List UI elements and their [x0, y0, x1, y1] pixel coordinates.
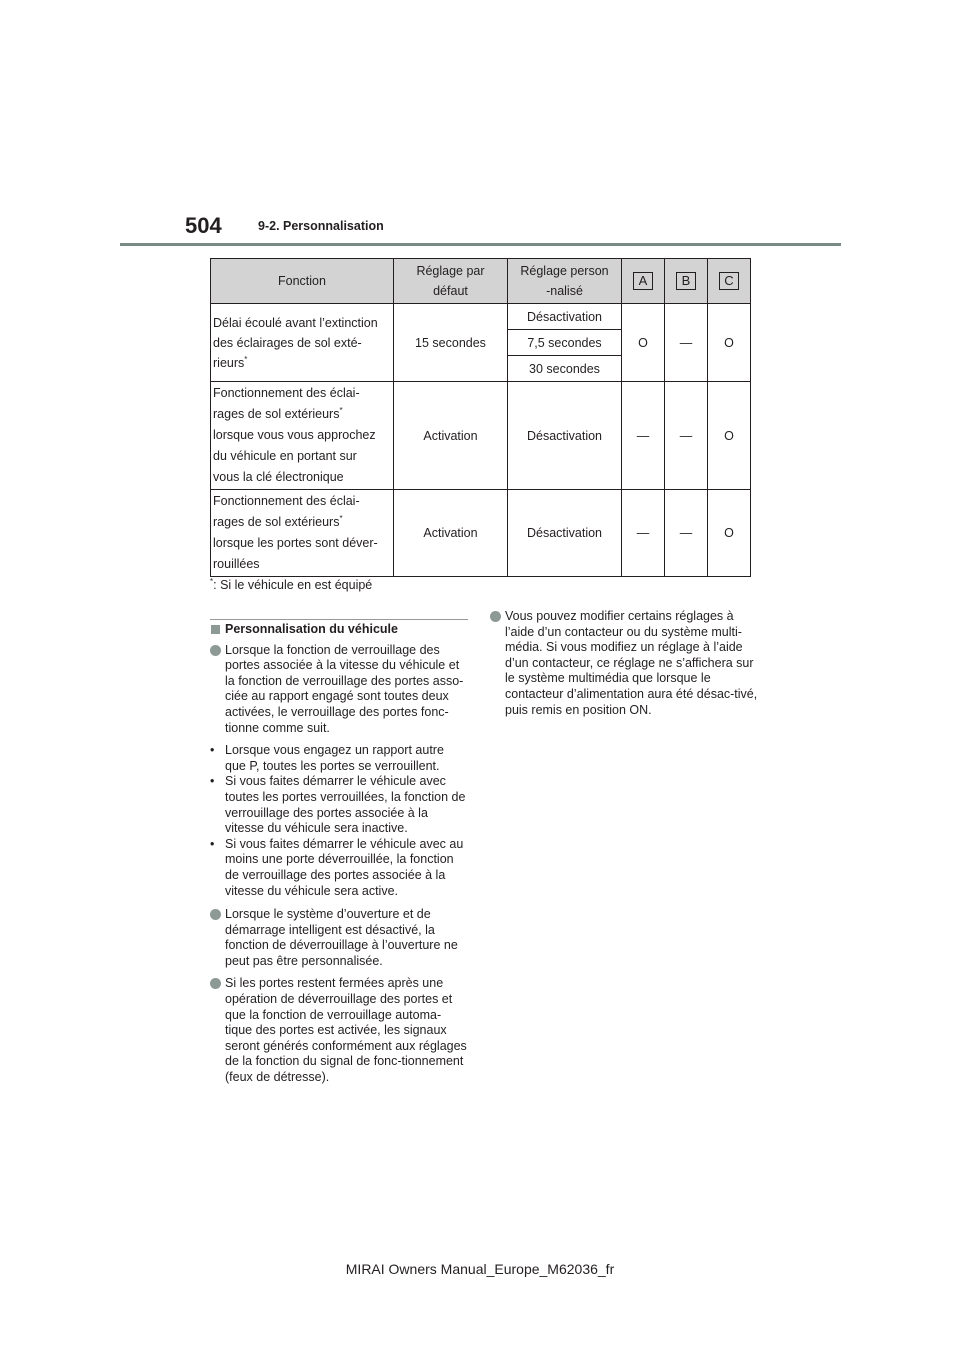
header-function: Fonction	[211, 259, 394, 304]
fn-line: rieurs*	[213, 354, 248, 370]
header-col-c	[708, 259, 751, 304]
footnote-mark: *	[339, 405, 343, 415]
sub-list	[210, 743, 468, 899]
column-rule	[210, 619, 468, 620]
fn-line: Fonctionnement des éclai-	[213, 494, 360, 508]
col-a-label: A	[633, 272, 653, 290]
footnote-mark: *	[339, 513, 343, 523]
paragraph: Lorsque le système d’ouverture et de démarrage intelligent est désactivé, la fonction de déverrouillage à l’ouverture ne peut pas être personnalisée.	[210, 907, 468, 969]
paragraph: Vous pouvez modifier certains réglages à l’aide d’un contacteur ou du système multi-média. Si vous modifiez un réglage à l’aide d’un contacteur, ce réglage ne s’affichera sur le système multimédia que lorsque le contacteur d’alimentation aura été désac-tivé, puis remis en position ON.	[490, 609, 758, 718]
round-bullet-icon	[210, 978, 221, 989]
row1-c: O	[708, 304, 751, 382]
list-item: • Si vous faites démarrer le véhicule avec au moins une porte déverrouillée, la fonction de verrouillage des portes associée à la vitesse du véhicule sera active.	[210, 836, 464, 898]
header-col-b	[665, 259, 708, 304]
table-header-row	[211, 259, 751, 304]
fn-line: rouillées	[213, 557, 260, 571]
row2-c: O	[708, 382, 751, 490]
fn-line: des éclairages de sol exté-	[213, 335, 362, 350]
fn-line: rages de sol extérieurs*	[213, 405, 343, 421]
row1-a: O	[622, 304, 665, 382]
row3-c: O	[708, 490, 751, 577]
header-rule	[120, 243, 841, 246]
footer: MIRAI Owners Manual_Europe_M62036_fr	[345, 1261, 615, 1277]
paragraph: Lorsque la fonction de verrouillage des portes associée à la vitesse du véhicule et la fonction de verrouillage des portes asso-ciée au rapport engagé sont toutes deux activées, le verrouillage des portes fonc-tionne comme suit.	[210, 643, 468, 737]
right-column	[490, 609, 758, 725]
paragraph: Si les portes restent fermées après une opération de déverrouillage des portes et que la fonction de verrouillage automa-tique des portes est activée, les signaux seront générés conformément aux réglages de la fonction du signal de fonc-tionnement (feux de détresse).	[210, 976, 468, 1085]
fn-line: vous la clé électronique	[213, 470, 344, 484]
round-bullet-icon	[210, 909, 221, 920]
list-item: • Lorsque vous engagez un rapport autre que P, toutes les portes se verrouillent.	[210, 743, 444, 773]
table-row	[211, 382, 751, 490]
row1-custom-3: 30 secondes	[508, 356, 622, 382]
round-bullet-icon	[210, 645, 221, 656]
row2-b: —	[665, 382, 708, 490]
page-number: 504	[185, 213, 222, 238]
fn-line: lorsque les portes sont déver-	[213, 536, 378, 550]
fn-line: rages de sol extérieurs*	[213, 513, 343, 529]
section-title: 9-2. Personnalisation	[258, 219, 384, 233]
square-bullet-icon	[211, 625, 220, 634]
table-footnote	[210, 578, 372, 592]
header-default: Réglage par défaut	[394, 259, 508, 304]
round-bullet-icon	[490, 611, 501, 622]
list-item: • Si vous faites démarrer le véhicule avec toutes les portes verrouillées, la fonction de verrouillage des portes associée à la vitesse du véhicule sera inactive.	[210, 774, 466, 836]
row2-default: Activation	[394, 382, 508, 490]
row2-a: —	[622, 382, 665, 490]
header-col-a	[622, 259, 665, 304]
row1-custom-1: Désactivation	[508, 304, 622, 330]
row2-function	[211, 382, 394, 490]
row1-default: 15 secondes	[394, 304, 508, 382]
fn-line: Délai écoulé avant l’extinction	[213, 315, 378, 330]
row1-b: —	[665, 304, 708, 382]
row1-function	[211, 304, 394, 382]
col-b-label: B	[676, 272, 696, 290]
row1-custom-2: 7,5 secondes	[508, 330, 622, 356]
footnote-text: : Si le véhicule en est équipé	[213, 578, 373, 592]
row2-custom: Désactivation	[508, 382, 622, 490]
row3-a: —	[622, 490, 665, 577]
footnote-mark: *	[210, 576, 214, 586]
table-row	[211, 490, 751, 577]
row3-b: —	[665, 490, 708, 577]
row3-custom: Désactivation	[508, 490, 622, 577]
header-custom: Réglage person-nalisé	[508, 259, 622, 304]
left-column	[210, 622, 468, 1093]
footnote-mark: *	[244, 354, 248, 364]
col-c-label: C	[719, 272, 739, 290]
fn-line: du véhicule en portant sur	[213, 449, 357, 463]
row3-function	[211, 490, 394, 577]
table-row	[211, 304, 751, 330]
subsection-heading: Personnalisation du véhicule	[210, 622, 468, 638]
settings-table	[210, 258, 751, 577]
fn-line: Fonctionnement des éclai-	[213, 386, 360, 400]
fn-line: lorsque vous vous approchez	[213, 428, 376, 442]
row3-default: Activation	[394, 490, 508, 577]
